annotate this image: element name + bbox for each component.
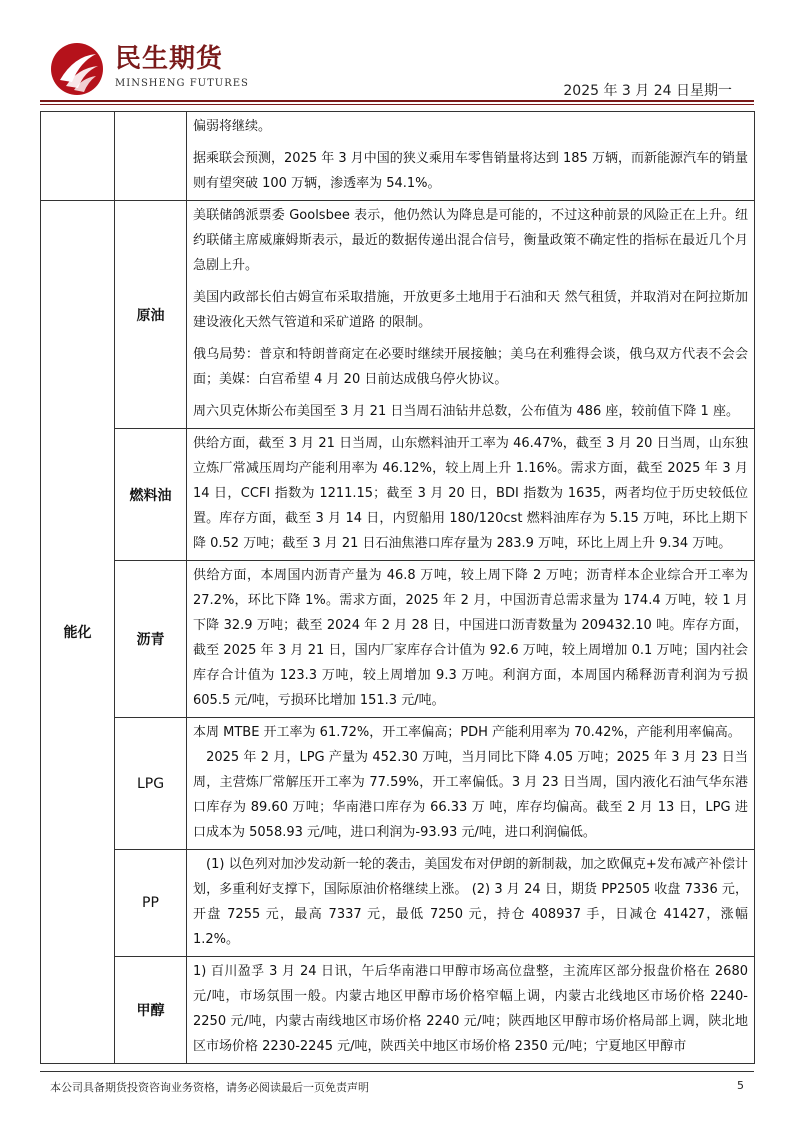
table-row-asphalt: [41, 561, 755, 718]
product-label: 沥青: [115, 561, 187, 718]
report-date: 2025 年 3 月 24 日星期一: [563, 83, 732, 99]
footer-divider: [40, 1071, 754, 1072]
table-row-fuel-oil: [41, 429, 755, 561]
paragraph: 美国内政部长伯古姆宣布采取措施，开放更多土地用于石油和天 然气租赁，并取消对在阿拉斯加建设液化天然气管道和采矿道路 的限制。: [193, 290, 748, 330]
product-label: 原油: [115, 201, 187, 429]
product-label: 燃料油: [115, 429, 187, 561]
table-row-methanol: [41, 957, 755, 1064]
paragraph: 美联储鸽派票委 Goolsbee 表示，他仍然认为降息是可能的，不过这种前景的风险正在上升。纽约联储主席威廉姆斯表示，最近的数据传递出混合信号，衡量政策不确定性的指标在最近几个月急剧上升。: [193, 208, 748, 273]
table-row-continued: [41, 112, 755, 201]
content-cell: [187, 718, 755, 850]
product-label: PP: [115, 850, 187, 957]
header-divider: [40, 100, 754, 102]
paragraph: 供给方面，截至 3 月 21 日当周，山东燃料油开工率为 46.47%，截至 3 月 20 日当周，山东独立炼厂常减压周均产能利用率为 46.12%，较上周上升 1.16%。需求方面，截至 2025 年 3 月 14 日，CCFI 指数为 1211.15；截至 3 月 20 日，BDI 指数为 1635，两者均位于历史较低位置。库存方面，截至 3 月 14 日，内贸船用 180/120cst 燃料油库存为 5.15 万吨，环比上期下降 0.52 万吨；截至 3 月 21 日石油焦港口库存量为 283.9 万吨，环比上周上升 9.34 万吨。: [193, 436, 748, 551]
sector-cell: 能化: [41, 201, 115, 1064]
content-cell: [187, 561, 755, 718]
commentary-table: [40, 111, 755, 1064]
header-divider-thin: [40, 104, 754, 105]
product-cell-empty: [115, 112, 187, 201]
brand-name-en: MINSHENG FUTURES: [115, 78, 249, 89]
paragraph: 本周 MTBE 开工率为 61.72%，开工率偏高；PDH 产能利用率为 70.42%，产能利用率偏高。: [193, 725, 741, 740]
paragraph: (1) 以色列对加沙发动新一轮的袭击，美国发布对伊朗的新制裁，加之欧佩克+发布减产补偿计划，多重利好支撑下，国际原油价格继续上涨。 (2) 3 月 24 日，期货 PP2505 收盘 7336 元，开盘 7255 元，最高 7337 元，最低 7250 元，持仓 408937 手，日减仓 41427，涨幅 1.2%。: [193, 857, 748, 947]
content-cell: [187, 850, 755, 957]
paragraph: 周六贝克休斯公布美国至 3 月 21 日当周石油钻井总数，公布值为 486 座，较前值下降 1 座。: [193, 404, 739, 419]
table-row-lpg: [41, 718, 755, 850]
minsheng-logo-icon: [50, 42, 104, 96]
content-cell: [187, 429, 755, 561]
footer-disclaimer: 本公司具备期货投资咨询业务资格，请务必阅读最后一页免责声明: [50, 1081, 369, 1094]
paragraph: 俄乌局势：普京和特朗普商定在必要时继续开展接触；美乌在利雅得会谈，俄乌双方代表不会会面；美媒：白宫希望 4 月 20 日前达成俄乌停火协议。: [193, 347, 748, 387]
content-cell: [187, 201, 755, 429]
page-number: 5: [737, 1079, 744, 1092]
paragraph: 据乘联会预测，2025 年 3 月中国的狭义乘用车零售销量将达到 185 万辆，而新能源汽车的销量则有望突破 100 万辆，渗透率为 54.1%。: [193, 151, 748, 191]
product-label: 甲醇: [115, 957, 187, 1064]
paragraph: 供给方面，本周国内沥青产量为 46.8 万吨，较上周下降 2 万吨；沥青样本企业综合开工率为 27.2%，环比下降 1%。需求方面，2025 年 2 月，中国沥青总需求量为 174.4 万吨，较 1 月下降 32.9 万吨；截至 2024 年 2 月 28 日，中国进口沥青数量为 209432.10 吨。库存方面，截至 2025 年 3 月 21 日，国内厂家库存合计值为 92.6 万吨，较上周增加 0.1 万吨；国内社会库存合计值为 123.3 万吨，较上周增加 9.3 万吨。利润方面，本周国内稀释沥青利润为亏损 605.5 元/吨，亏损环比增加 151.3 元/吨。: [193, 568, 748, 708]
table-row-crude-oil: [41, 201, 755, 429]
page-header: [0, 0, 794, 100]
content-cell: [187, 957, 755, 1064]
content-cell: [187, 112, 755, 201]
table-row-pp: [41, 850, 755, 957]
paragraph: 2025 年 2 月，LPG 产量为 452.30 万吨，当月同比下降 4.05 万吨；2025 年 3 月 23 日当 周，主营炼厂常解压开工率为 77.59%，开工率偏低。3 月 23 日当周，国内液化石油气华东港口库存为 89.60 万吨；华南港口库存为 66.33 万 吨，库存均偏高。截至 2 月 13 日，LPG 进口成本为 5058.93 元/吨，进口利润为-93.93 元/吨，进口利润偏低。: [193, 750, 748, 840]
brand-name-cn: 民生期货: [115, 44, 224, 74]
paragraph: 偏弱将继续。: [193, 119, 272, 134]
paragraph: 1) 百川盈孚 3 月 24 日讯，午后华南港口甲醇市场高位盘整，主流库区部分报盘价格在 2680 元/吨，市场氛围一般。内蒙古地区甲醇市场价格窄幅上调，内蒙古北线地区市场价格 2240-2250 元/吨，内蒙古南线地区市场价格 2240 元/吨；陕西地区甲醇市场价格局部上调，陕北地区市场价格 2230-2245 元/吨，陕西关中地区市场价格 2350 元/吨；宁夏地区甲醇市: [193, 964, 748, 1054]
sector-cell-empty: [41, 112, 115, 201]
product-label: LPG: [115, 718, 187, 850]
